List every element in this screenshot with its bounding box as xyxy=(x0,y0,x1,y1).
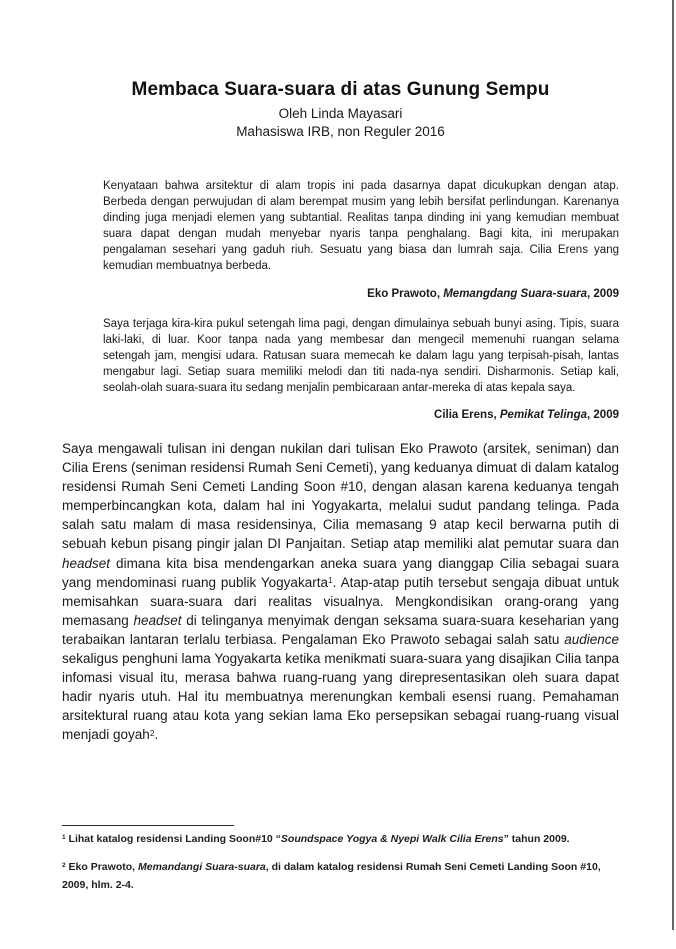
body-paragraph: Saya mengawali tulisan ini dengan nukilan dari tulisan Eko Prawoto (arsitek, seniman) dan Cilia Erens (seniman residensi Rumah Seni Cemeti), yang keduanya dimuat di dalam katalog residensi Rumah Seni Cemeti Landing Soon #10, dengan alasan karena keduanya tengah memperbincangkan kota, dalam hal ini Yogyakarta, melalui sudut pandang telinga. Pada salah satu malam di masa residensinya, Cilia memasang 9 atap kecil berwarna putih di sebuah kebun pisang pingir jalan DI Panjaitan. Setiap atap memiliki alat pemutar suara dan headset dimana kita bisa mendengarkan aneka suara yang dianggap Cilia sebagai suara yang mendominasi ruang publik Yogyakarta$^1$. Atap-atap putih tersebut sengaja dibuat untuk memisahkan suara-suara dari realitas visualnya. Mengkondisikan orang-orang yang memasang headset di telinganya menyimak dengan seksama suara-suara keseharian yang terabaikan lantaran terlalu terbiasa. Pengalaman Eko Prawoto sebagai salah satu audience sekaligus penghuni lama Yogyakarta ketika menikmati suara-suara yang disajikan Cilia tanpa infomasi visual itu, merasa bahwa ruang-ruang yang direpresentasikan oleh suara dapat hadir nyaris utuh. Hal itu membuatnya merenungkan kembali esensi ruang. Pemahaman arsitektural ruang atau kota yang sekian lama Eko persepsikan sebagai ruang-ruang visual menjadi goyah$^2$. xyxy=(62,441,619,743)
quote-attribution-1: Eko Prawoto, Memangdang Suara-suara, 2009 xyxy=(367,287,619,300)
page-content xyxy=(62,0,619,758)
footnote-1: $^1$ Lihat katalog residensi Landing Soon#10 “Soundspace Yogya & Nyepi Walk Cilia Erens” tahun 2009. xyxy=(62,833,570,845)
author-byline: Oleh Linda Mayasari xyxy=(278,106,403,121)
page-title: Membaca Suara-suara di atas Gunung Sempu xyxy=(131,79,550,100)
page-edge-line xyxy=(672,0,674,930)
quote-attribution-2: Cilia Erens, Pemikat Telinga, 2009 xyxy=(434,409,619,421)
epigraph-quote-1: Kenyataan bahwa arsitektur di alam tropis ini pada dasarnya dapat dicukupkan dengan atap. Berbeda dengan perwujudan di alam berempat musim yang lebih bersifat perlindungan. Karenanya dinding juga menjadi elemen yang subtantial. Realitas tanpa dinding ini yang kemudian membuat suara dapat dengan mudah menyebar nyaris tanpa penghalang. Bagi kita, ini merupakan pengalaman sesehari yang gaduh riuh. Sesuatu yang biasa dan lumrah saja. Cilia Erens yang kemudian membuatnya berbeda. xyxy=(103,180,619,272)
footnotes-section xyxy=(62,825,619,905)
epigraph-quote-2: Saya terjaga kira-kira pukul setengah lima pagi, dengan dimulainya sebuah bunyi asing. Tipis, suara laki-laki, di luar. Koor tanpa nada yang membesar dan mengecil memenuhi ruangan selama setengah jam, mengisi udara. Ratusan suara memecah ke dalam lagu yang terpisah-pisah, lantas mengabur lagi. Setiap suara memiliki melodi dan titi nada-nya sendiri. Disharmonis. Setiap kali, seolah-olah suara-suara itu sedang menjalin pembicaraan antar-mereka di atas kepala saya. xyxy=(103,317,619,394)
footnote-separator-line xyxy=(62,825,234,826)
author-affiliation: Mahasiswa IRB, non Reguler 2016 xyxy=(236,124,445,139)
footnote-2: $^2$ Eko Prawoto, Memandangi Suara-suara, di dalam katalog residensi Rumah Seni Cemeti Landing Soon #10, 2009, hlm. 2-4. xyxy=(62,861,601,891)
